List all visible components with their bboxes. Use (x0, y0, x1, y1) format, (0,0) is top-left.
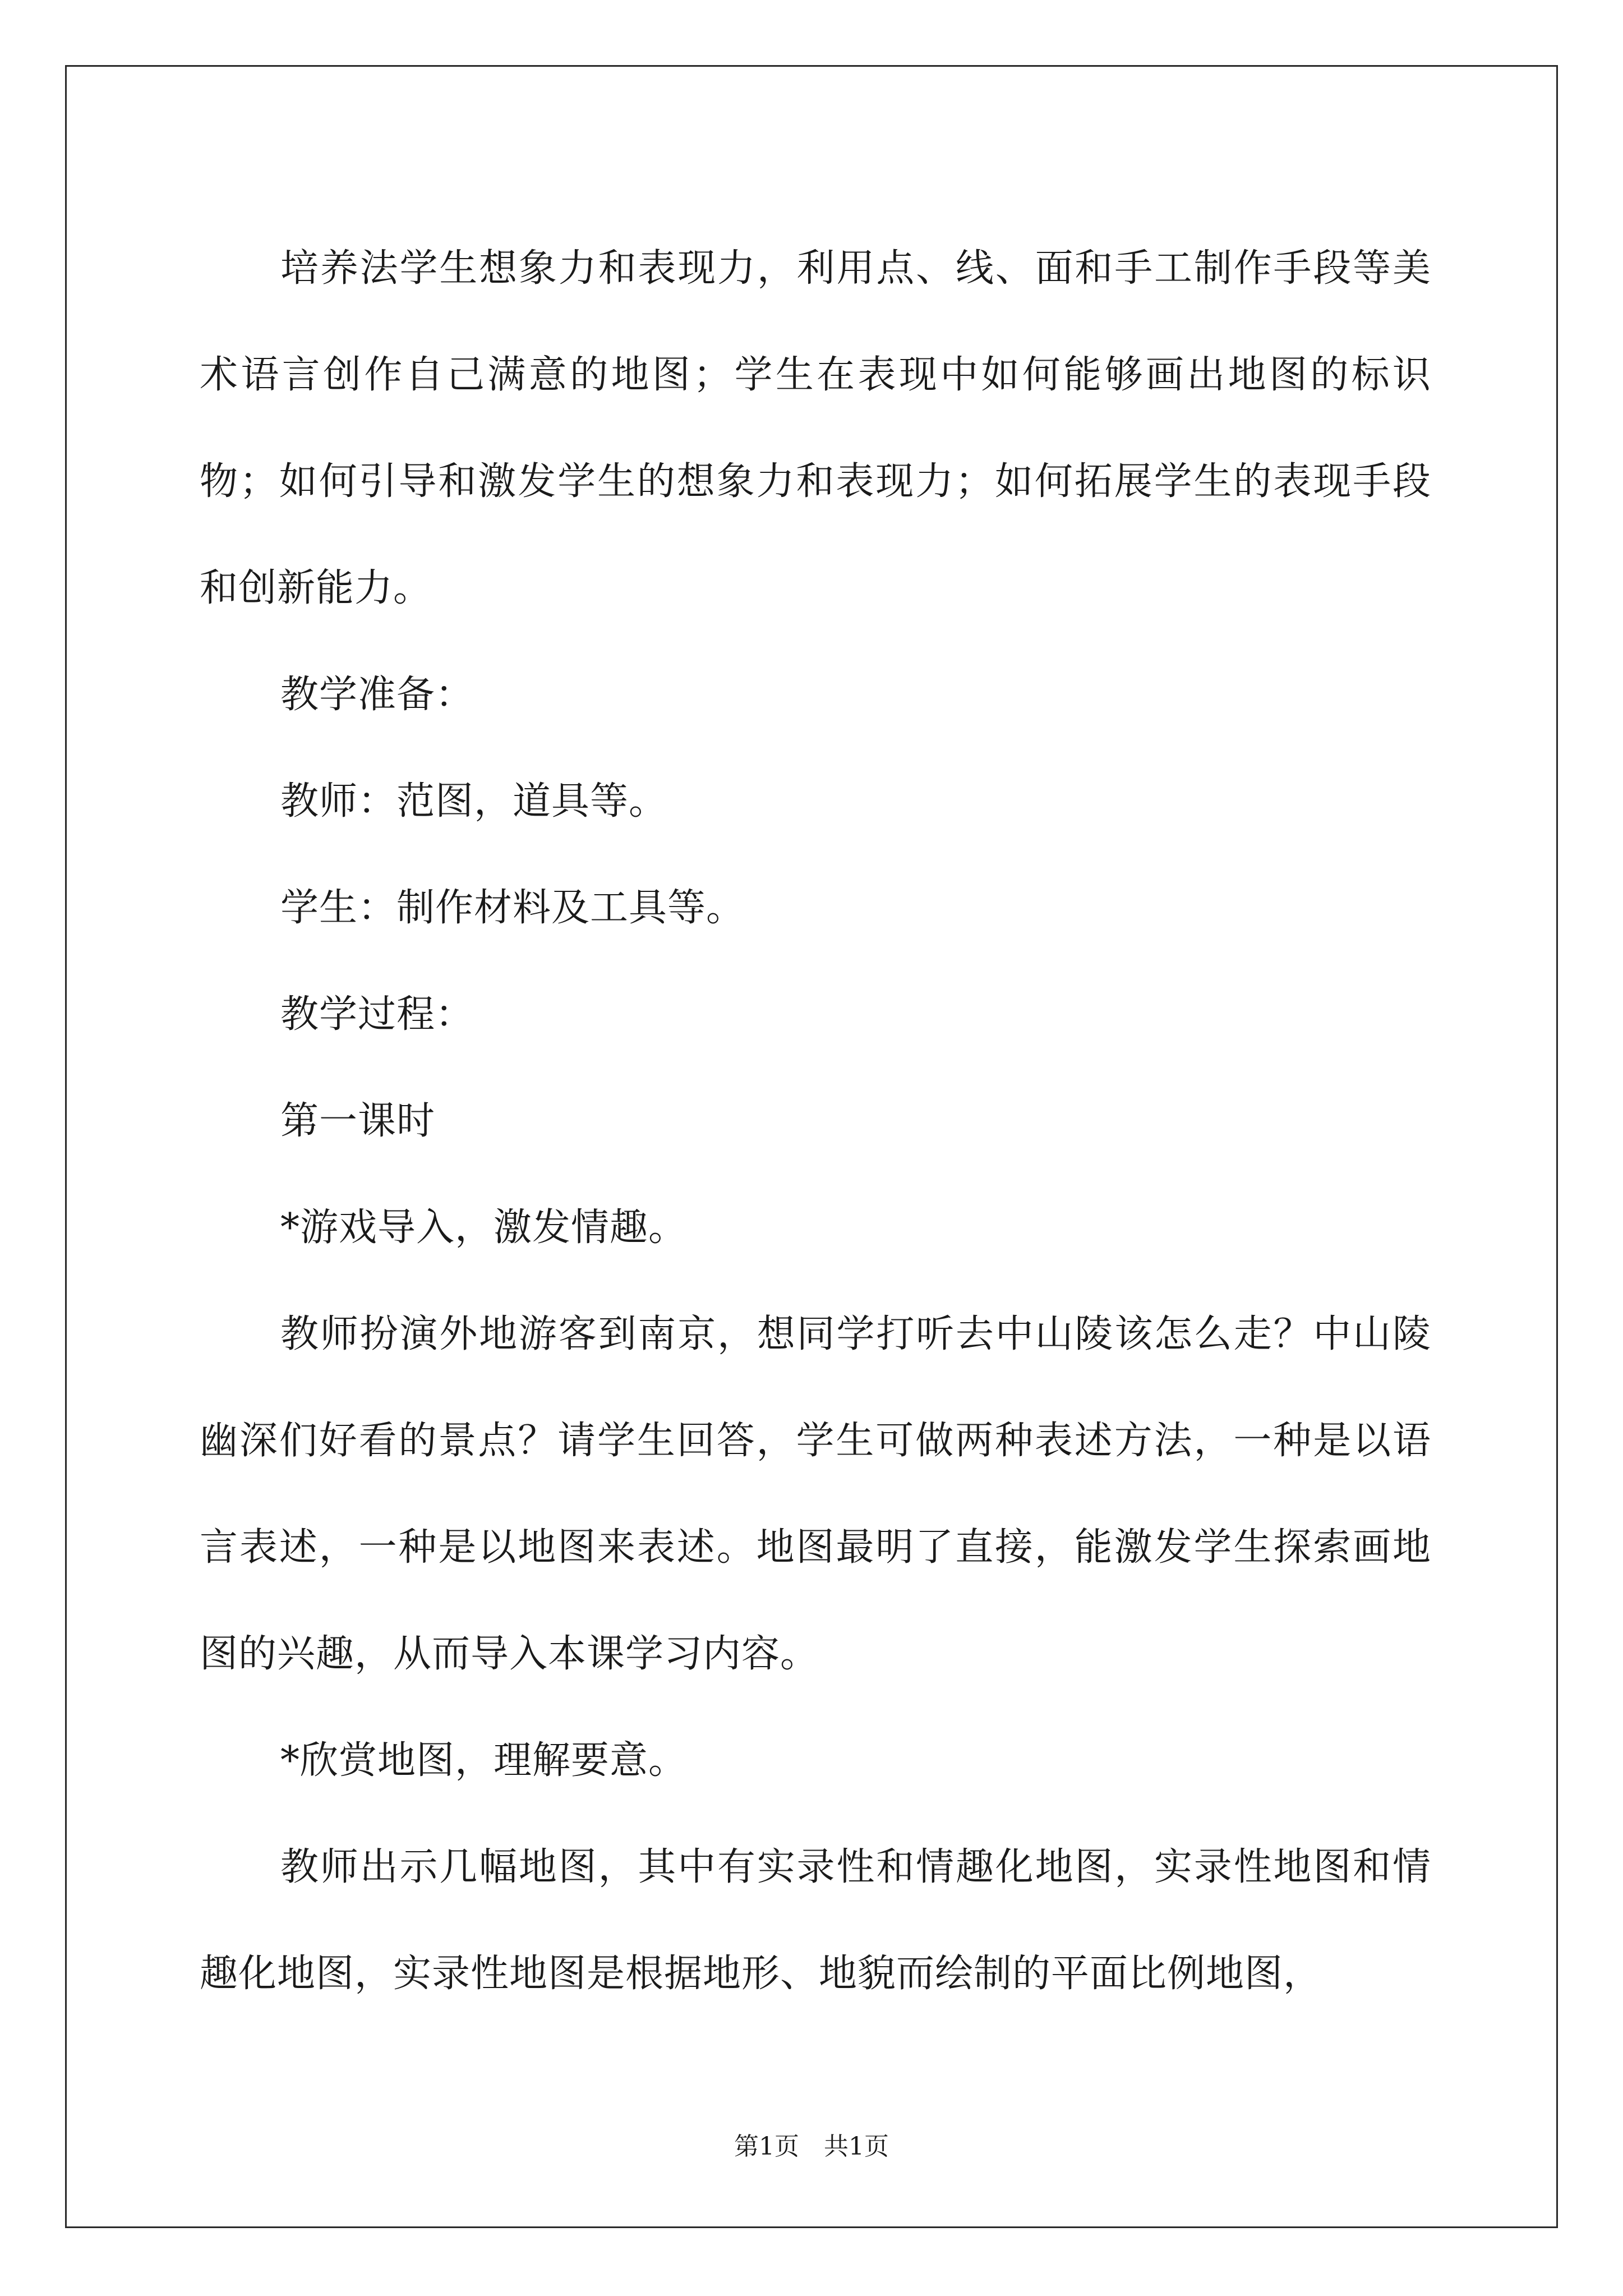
paragraph: 学生：制作材料及工具等。 (280, 886, 745, 930)
document-body (200, 215, 1431, 2027)
section-heading: 教学准备： (280, 673, 474, 717)
paragraph: 教师：范图，道具等。 (280, 779, 668, 823)
section-heading: 第一课时 (280, 1099, 436, 1143)
section-heading: *欣赏地图，理解要意。 (280, 1738, 688, 1783)
section-heading: *游戏导入，激发情趣。 (280, 1205, 688, 1250)
section-heading: 教学过程： (280, 992, 474, 1037)
paragraph: 教师扮演外地游客到南京，想同学打听去中山陵该怎么走？中山陵幽深们好看的景点？请学生回答，学生可做两种表述方法，一种是以语言表述，一种是以地图来表述。地图最明了直接，能激发学生探索画地图的兴趣，从而导入本课学习内容。 (200, 1312, 1431, 1676)
page-number: 第1页 (734, 2132, 799, 2161)
paragraph: 培养法学生想象力和表现力，利用点、线、面和手工制作手段等美术语言创作自己满意的地图；学生在表现中如何能够画出地图的标识物；如何引导和激发学生的想象力和表现力；如何拓展学生的表现手段和创新能力。 (200, 246, 1431, 610)
page-footer (0, 2126, 1623, 2162)
paragraph: 教师出示几幅地图，其中有实录性和情趣化地图，实录性地图和情趣化地图，实录性地图是根据地形、地貌而绘制的平面比例地图， (200, 1845, 1431, 1996)
page-total: 共1页 (824, 2132, 889, 2161)
